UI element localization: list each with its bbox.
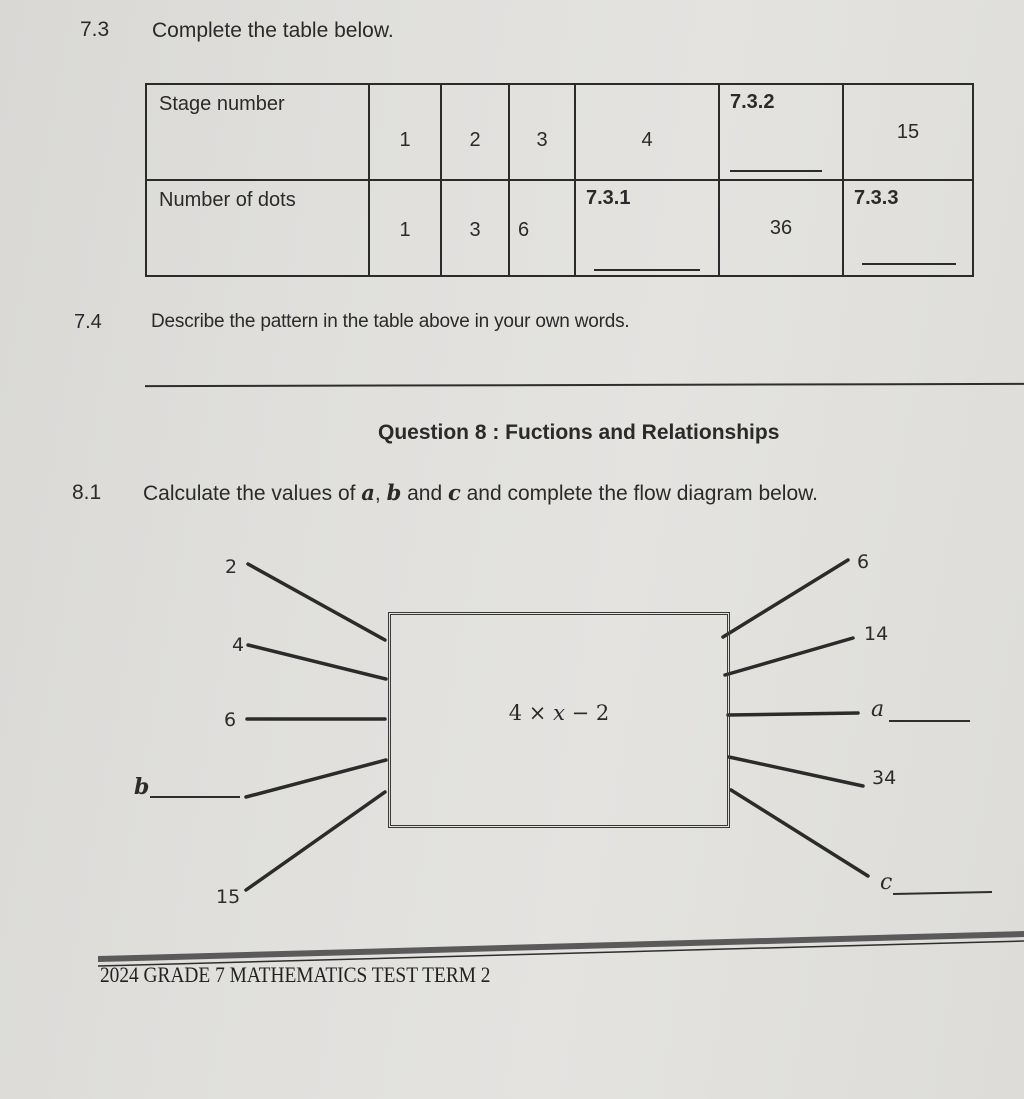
question-7-4-number: 7.4 [74, 311, 102, 333]
stage-value: 2 [469, 129, 481, 151]
multiply-symbol: × [528, 701, 547, 725]
variable-c: c [447, 480, 461, 505]
stage-value: 4 [641, 129, 653, 151]
rule-constant: 2 [595, 701, 610, 725]
dots-value: 6 [518, 219, 530, 241]
variable-b: b [386, 480, 402, 505]
question-8-heading: Question 8 : Fuctions and Relationships [378, 421, 780, 444]
dots-value: 3 [469, 219, 481, 241]
dots-value: 1 [399, 219, 411, 241]
footer-title: 2024 GRADE 7 MATHEMATICS TEST TERM 2 [100, 962, 491, 987]
instruction-text: , [374, 482, 387, 505]
question-7-4-instruction: Describe the pattern in the table above in your own words. [151, 311, 630, 332]
stage-number-header: Stage number [159, 93, 285, 115]
rule-coefficient: 4 [508, 701, 523, 725]
stage-value: 1 [399, 129, 411, 151]
question-7-3-instruction: Complete the table below. [152, 19, 394, 42]
instruction-text: Calculate the values of [143, 482, 362, 505]
question-7-3-number: 7.3 [80, 18, 110, 41]
input-value-5: 15 [216, 886, 241, 908]
variable-a: a [361, 480, 375, 505]
output-value-1: 6 [857, 551, 870, 573]
rule-variable-x: x [553, 701, 565, 725]
input-value-2: 4 [232, 634, 245, 656]
output-value-2: 14 [864, 623, 889, 645]
question-label-7-3-3: 7.3.3 [854, 187, 899, 209]
stage-value: 15 [896, 121, 920, 143]
instruction-text: and complete the flow diagram below. [460, 482, 818, 505]
stage-value: 3 [536, 129, 548, 151]
question-8-1-number: 8.1 [72, 481, 102, 504]
output-variable-a: a [871, 697, 885, 722]
number-of-dots-header: Number of dots [159, 189, 296, 211]
input-value-1: 2 [225, 556, 238, 578]
input-variable-b: b [134, 774, 150, 800]
output-variable-c: c [880, 870, 893, 895]
question-label-7-3-1: 7.3.1 [586, 187, 631, 209]
input-value-3: 6 [224, 709, 237, 731]
minus-symbol: − [571, 701, 590, 725]
question-label-7-3-2: 7.3.2 [730, 91, 775, 113]
output-value-4: 34 [872, 767, 897, 789]
dots-value: 36 [769, 217, 793, 239]
instruction-text: and [401, 482, 448, 505]
